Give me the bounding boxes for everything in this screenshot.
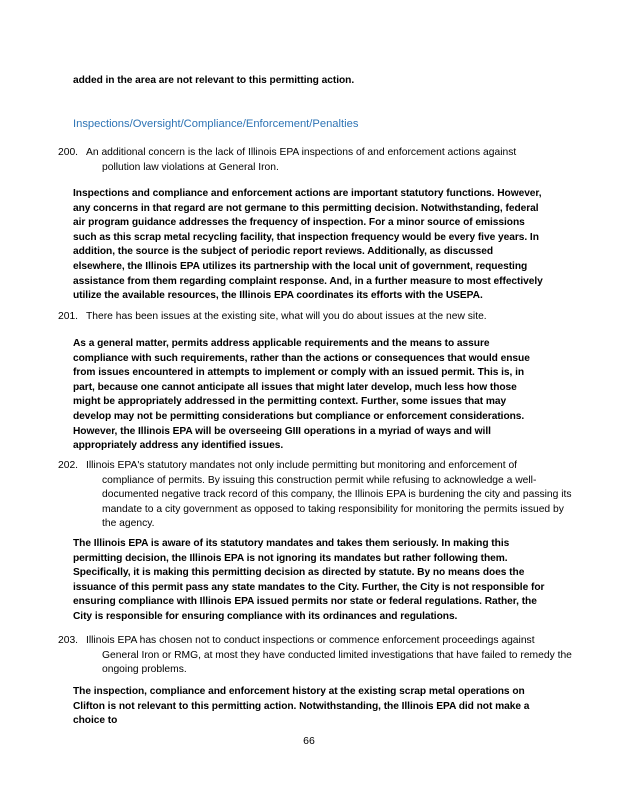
- comment-text-line1: Illinois EPA has chosen not to conduct inspections or commence enforcement proceedings against: [86, 635, 535, 646]
- comment-number: 201.: [58, 311, 79, 322]
- comment-text-continued: compliance of permits. By issuing this construction permit while refusing to acknowledge a well-documented negative track record of this company, the Illinois EPA is burdening the city and passing its mandate to a city government as opposed to taking responsibility for monitoring the permits issued by the agency.: [102, 474, 572, 530]
- section-heading: Inspections/Oversight/Compliance/Enforcement/Penalties: [73, 118, 359, 130]
- response-203: The inspection, compliance and enforcement history at the existing scrap metal operations on Clifton is not relevant to this permitting action. Notwithstanding, the Illinois EPA did not make a choice to: [73, 686, 530, 727]
- comment-number: 203.: [58, 635, 79, 646]
- response-201: As a general matter, permits address applicable requirements and the means to assure compliance with such requirements, rather than the actions or consequences that would ensue from issues encountered in attempts to implement or comply with an issued permit. This is, in part, because one cannot anticipate all issues that might later develop, much less how those might be appropriately addressed in the permitting context. Further, some issues that may develop may not be permitting considerations but compliance or enforcement considerations. However, the Illinois EPA will be overseeing GIII operations in a myriad of ways and will appropriately address any identified issues.: [73, 338, 530, 452]
- comment-text-line1: An additional concern is the lack of Illinois EPA inspections of and enforcement actions against: [86, 147, 517, 158]
- comment-text-line1: There has been issues at the existing site, what will you do about issues at the new site.: [86, 311, 487, 322]
- comment-text-continued: General Iron or RMG, at most they have conducted limited investigations that have failed to remedy the ongoing problems.: [102, 649, 572, 676]
- comment-number: 202.: [58, 460, 79, 471]
- comment-number: 200.: [58, 147, 79, 158]
- response-202: The Illinois EPA is aware of its statutory mandates and takes them seriously. In making this permitting decision, the Illinois EPA is not ignoring its mandates but rather following them. Specifically, it is making this permitting decision as directed by statute. By no means does the issuance of this permit pass any state mandates to the City. Further, the City is not responsible for ensuring compliance with Illinois EPA issued permits nor state or federal regulations. Rather, the City is responsible for ensuring compliance with its ordinances and regulations.: [73, 538, 545, 622]
- comment-text-line1: Illinois EPA's statutory mandates not only include permitting but monitoring and enforcement of: [86, 460, 518, 471]
- carryover-response-line: added in the area are not relevant to this permitting action.: [73, 75, 355, 86]
- page-number: 66: [303, 735, 315, 747]
- comment-text-continued: pollution law violations at General Iron.: [102, 161, 279, 173]
- response-200: Inspections and compliance and enforcement actions are important statutory functions. However, any concerns in that regard are not germane to this permitting decision. Notwithstanding, federal air program guidance addresses the frequency of inspection. For a minor source of emissions such as this scrap metal recycling facility, that inspection frequency would be every five years. In addition, the source is the subject of periodic report reviews. Additionally, as discussed elsewhere, the Illinois EPA utilizes its partnership with the local unit of government, requesting assistance from them regarding complaint response. And, in a further measure to most effectively utilize the available resources, the Illinois EPA coordinates its efforts with the USEPA.: [73, 188, 543, 302]
